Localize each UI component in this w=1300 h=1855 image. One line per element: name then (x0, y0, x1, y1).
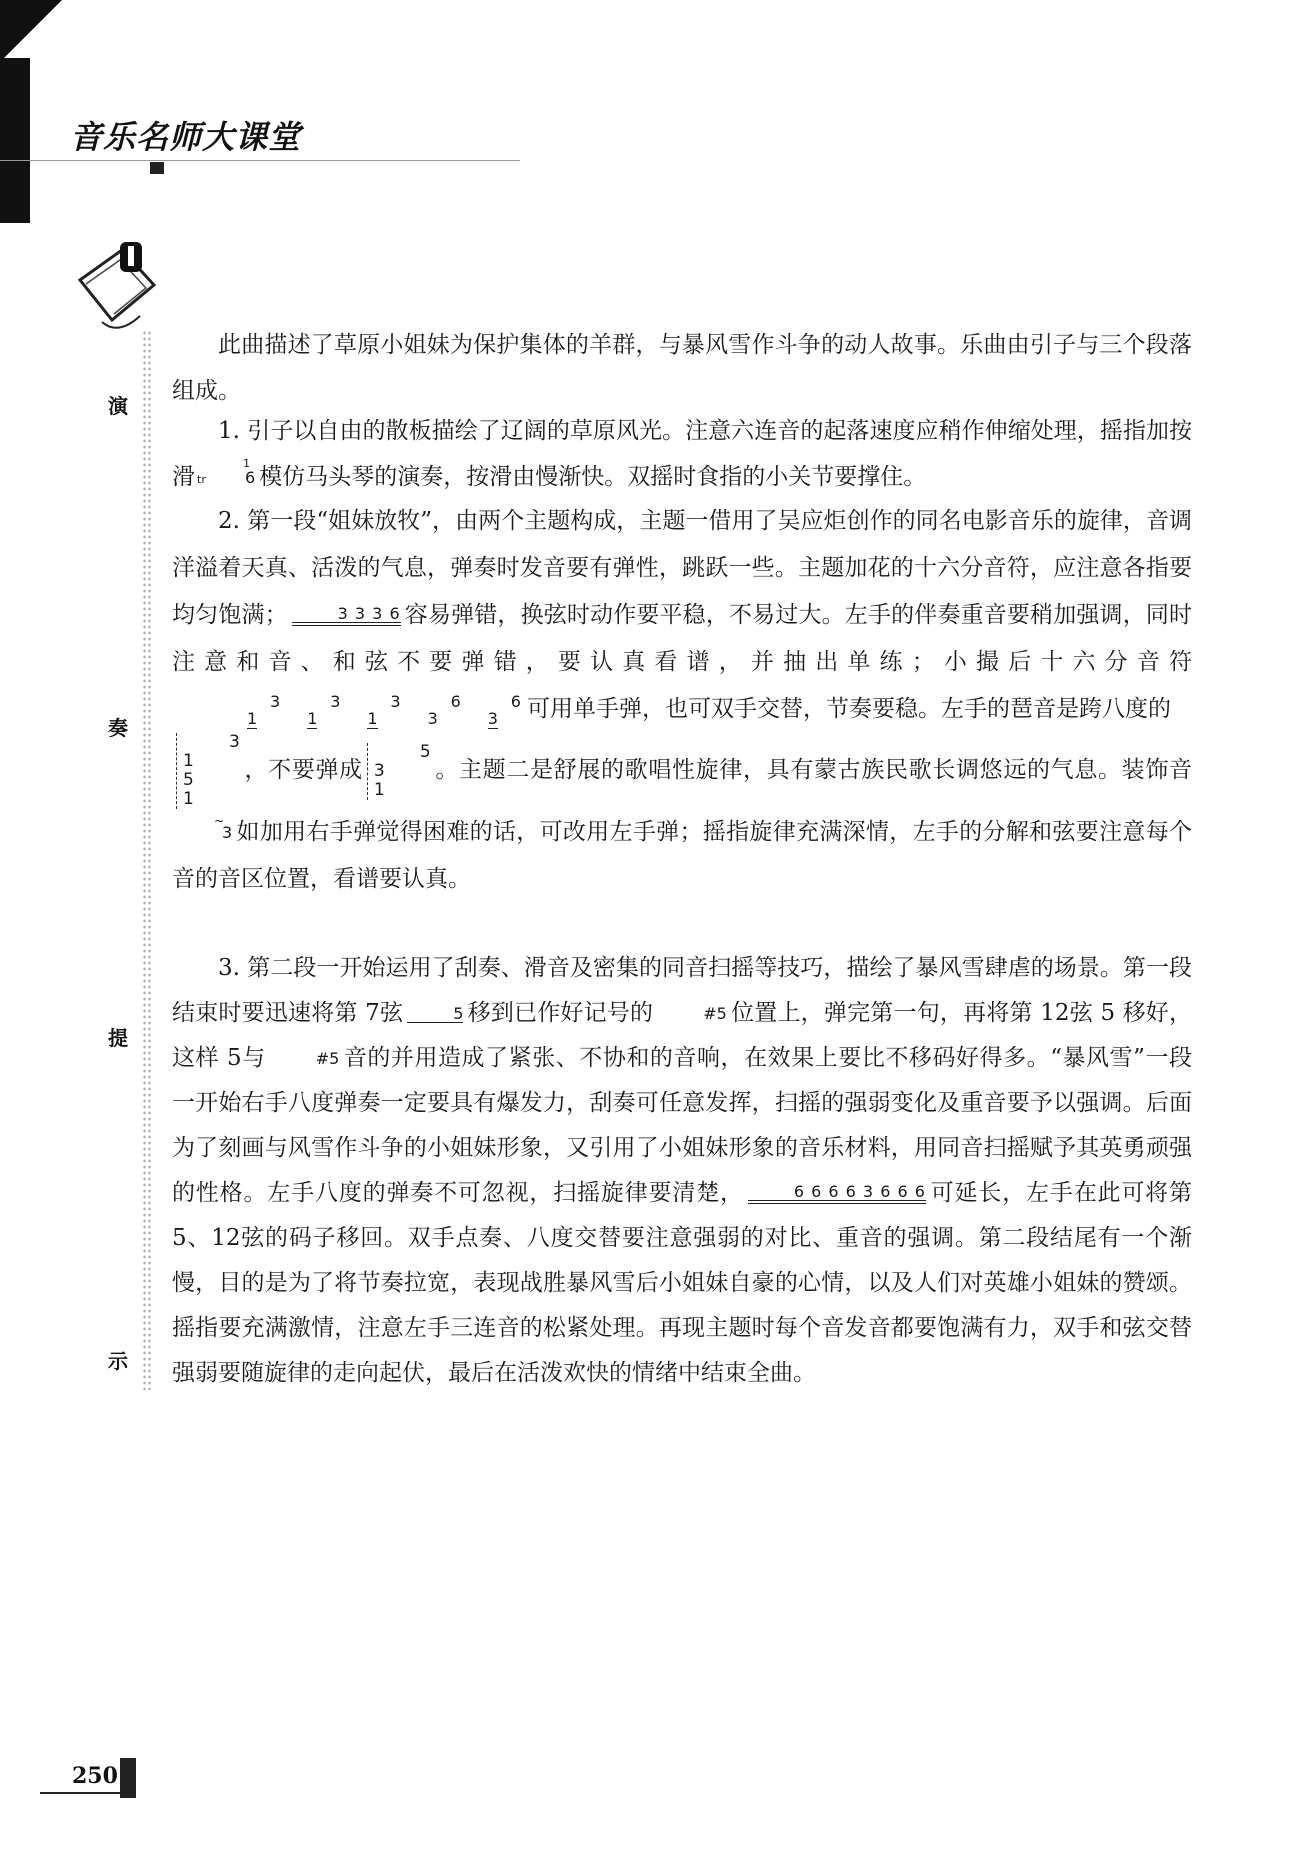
p2-text-a: 1. 引子以自由的散板描绘了辽阔的草原风光。注意六连音的起落速度应稍作伸缩处理，摇指加按滑 (172, 418, 1192, 490)
sharp-note-1: #5 (703, 1004, 727, 1023)
dn-bot-3: 1 (367, 709, 378, 728)
p4-text-a: 3. 第二段一开始运用了刮奏、滑音及密集的同音扫摇等技巧，描绘了暴风雪肆虐的场景。第一段结束时要迅速将第 7弦 (172, 955, 1192, 1026)
slide-note-mark: 1 tr (197, 457, 250, 486)
header-square-mark (150, 162, 164, 174)
tremolo-notes: 6 6 6 6 3 6 6 6 (748, 1184, 926, 1204)
dn-bot-1: 1 (247, 709, 258, 728)
side-label-yan: 演 (108, 394, 128, 418)
sixteenth-notes-1: 3 3 3 6 (292, 606, 401, 626)
dn-top-3: 3 (390, 692, 401, 711)
p3-text-d: ，不要弹成 (243, 757, 363, 783)
side-label-shi: 示 (108, 1349, 128, 1373)
slide-note-value: 6 (245, 468, 256, 487)
ornament-note-value: 3 (222, 823, 233, 842)
side-dotted-column (142, 330, 152, 1390)
dn-bot-4: 3 (427, 709, 438, 728)
dn-top-2: 3 (330, 692, 341, 711)
p4-text-b: 移到已作好记号的 (467, 1000, 654, 1026)
p3-text-f: 如加用右手弹觉得困难的话，可改用左手弹；摇指旋律充满深情，左手的分解和弦要注意每个音的音区位置，看谱要认真。 (172, 819, 1192, 892)
p2-text-b: 模仿马头琴的演奏，按滑由慢渐快。双摇时食指的小关节要撑住。 (259, 464, 927, 490)
ornament-note: ~ 3 (214, 814, 233, 842)
p4-text-d: 音的并用造成了紧张、不协和的音响，在效果上要比不移码好得多。“暴风雪”一段一开始右手八度弹奏一定要具有爆发力，刮奏可任意发挥，扫摇的强弱变化及重音要予以强调。后面为了刻画与风雪作斗争的小姐妹形象，又引用了小姐妹形象的音乐材料，用同音扫摇赋予其英勇顽强的性格。左手八度的弹奏不可忽视，扫摇旋律要清楚， (172, 1045, 1192, 1206)
paragraph-section-1 (172, 408, 1192, 500)
dn-top-5: 6 (510, 692, 521, 711)
string-7-note: 5 (407, 1006, 463, 1023)
p4-text-c: 位置上，弹完第一句，再将第 12弦 5 移好，这样 5与 (172, 1000, 1193, 1071)
p3-text-a: 2. 第一段“姐妹放牧”，由两个主题构成，主题一借用了吴应炬创作的同名电影音乐的旋律，音调洋溢着天真、活泼的气息，弹奏时发音要有弹性，跳跃一些。主题加花的十六分音符，应注意各指要均匀饱满； (172, 508, 1192, 628)
paragraph-intro-text: 此曲描述了草原小姐妹为保护集体的羊群，与暴风雪作斗争的动人故事。乐曲由引子与三个段落组成。 (172, 332, 1192, 404)
side-label-zou: 奏 (108, 716, 128, 740)
header-side-bar (0, 58, 30, 223)
chord2-note-2: 3 (373, 760, 385, 781)
page-number: 250 (72, 1763, 118, 1789)
dn-top-1: 3 (270, 692, 281, 711)
header-corner-triangle (0, 0, 62, 62)
paragraph-section-2 (172, 498, 1192, 903)
side-label-ti: 提 (108, 1026, 128, 1050)
sharp-note-2: #5 (315, 1049, 340, 1068)
page-number-rule (40, 1792, 136, 1794)
p4-text-e: 可延长，左手在此可将第 5、12弦的码子移回。双手点奏、八度交替要注意强弱的对比、重音的强调。第二段结尾有一个渐慢，目的是为了将节奏拉宽，表现战胜暴风雪后小姐妹自豪的心情，以及人们对英雄小姐妹的赞颂。摇指要充满激情，注意左手三连音的松紧处理。再现主题时每个音发音都要饱满有力，双手和弦交替强弱要随旋律的走向起伏，最后在活泼欢快的情绪中结束全曲。 (172, 1180, 1193, 1386)
chord1-note-3: 5 (183, 770, 194, 790)
dn-bot-5: 3 (487, 709, 498, 728)
chord1-note-1: 3 (229, 732, 240, 752)
chord1-note-4: 1 (183, 789, 194, 809)
paper-clip-icon (72, 240, 162, 340)
chord2-note-3: 1 (373, 779, 385, 800)
header-rule (0, 160, 520, 161)
p3-text-e: 。主题二是舒展的歌唱性旋律，具有蒙古族民歌长调悠远的气息。装饰音 (434, 757, 1193, 783)
series-title: 音乐名师大课堂 (70, 118, 302, 156)
paragraph-section-3 (172, 946, 1192, 1396)
chord2-note-1: 5 (419, 741, 431, 762)
dn-top-4: 6 (450, 692, 461, 711)
p3-text-b: 容易弹错，换弦时动作要平稳，不易过大。左手的伴奏重音要稍加强调，同时注意和音、和弦不要弹错，要认真看谱，并抽出单练；小撮后十六分音符 (172, 602, 1193, 675)
p3-text-c: 可用单手弹，也可双手交替，节奏要稳。左手的琶音是跨八度的 (526, 696, 1171, 722)
arpeggio-chord-1 (176, 733, 240, 809)
dn-bot-2: 1 (307, 709, 318, 728)
paragraph-intro (172, 322, 1192, 414)
chord1-note-2: 1 (183, 751, 194, 771)
slide-note (197, 457, 256, 487)
arpeggio-chord-2 (367, 743, 431, 800)
double-note-group (176, 693, 523, 727)
